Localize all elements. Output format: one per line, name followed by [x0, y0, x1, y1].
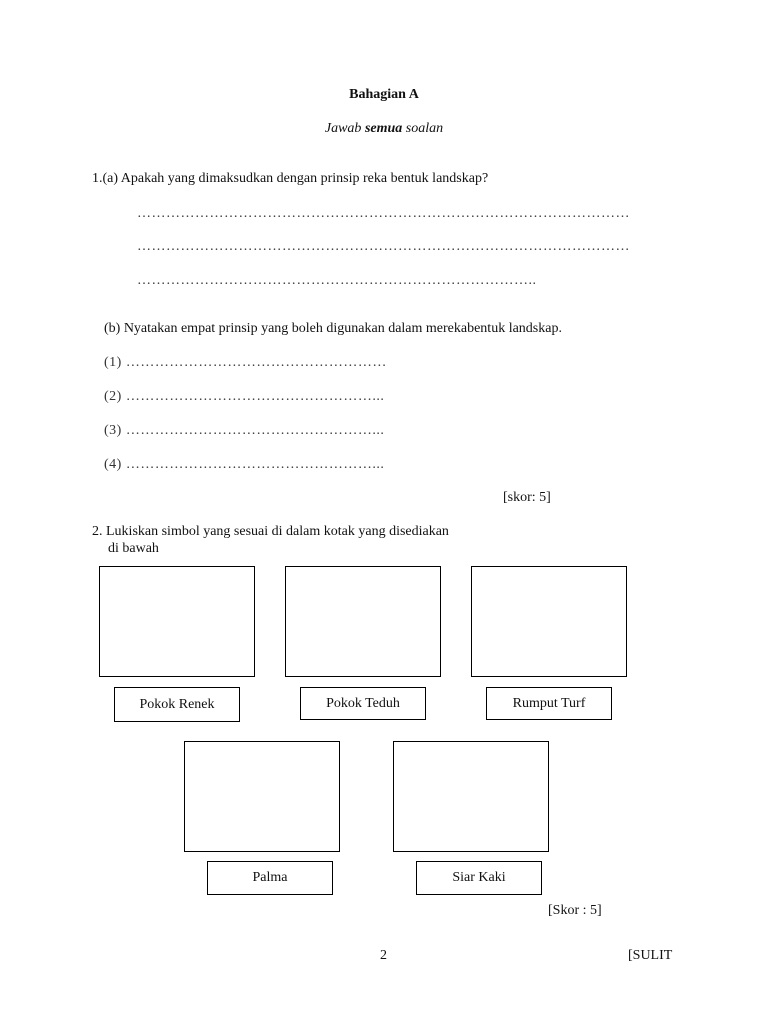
drawing-box-palma[interactable]	[184, 741, 340, 852]
instruction-bold: semua	[364, 121, 403, 136]
question-1a-text: 1.(a) Apakah yang dimaksudkan dengan prinsip reka bentuk landskap?	[92, 171, 489, 186]
instruction-post: soalan	[402, 121, 444, 136]
page-number: 2	[380, 948, 387, 963]
question-2-text-line1: 2. Lukiskan simbol yang sesuai di dalam kotak yang disediakan	[92, 524, 449, 539]
answer-item-3[interactable]: (3) ……………………………………………...	[104, 423, 385, 438]
answer-line-1[interactable]: …………………………………………………………………………………………	[137, 206, 630, 221]
label-palma: Palma	[207, 861, 333, 895]
answer-line-2[interactable]: …………………………………………………………………………………………	[137, 239, 630, 254]
answer-item-1[interactable]: (1) ………………………………………………	[104, 355, 387, 370]
section-instruction	[0, 121, 768, 137]
q1-score: [skor: 5]	[503, 490, 551, 505]
question-1b-text: (b) Nyatakan empat prinsip yang boleh digunakan dalam merekabentuk landskap.	[104, 321, 562, 336]
answer-line-3[interactable]: ………………………………………………………………………..	[137, 273, 537, 288]
answer-item-2[interactable]: (2) ……………………………………………...	[104, 389, 385, 404]
instruction-pre: Jawab	[324, 121, 365, 136]
label-pokok-teduh: Pokok Teduh	[300, 687, 426, 720]
drawing-box-pokok-teduh[interactable]	[285, 566, 441, 677]
drawing-box-rumput-turf[interactable]	[471, 566, 627, 677]
label-siar-kaki: Siar Kaki	[416, 861, 542, 895]
drawing-box-siar-kaki[interactable]	[393, 741, 549, 852]
sulit-mark: [SULIT	[628, 948, 673, 963]
q2-score: [Skor : 5]	[548, 903, 602, 918]
answer-item-4[interactable]: (4) ……………………………………………...	[104, 457, 385, 472]
section-title: Bahagian A	[349, 87, 419, 102]
label-rumput-turf: Rumput Turf	[486, 687, 612, 720]
label-pokok-renek: Pokok Renek	[114, 687, 240, 722]
question-2-text-line2: di bawah	[108, 541, 159, 556]
drawing-box-pokok-renek[interactable]	[99, 566, 255, 677]
